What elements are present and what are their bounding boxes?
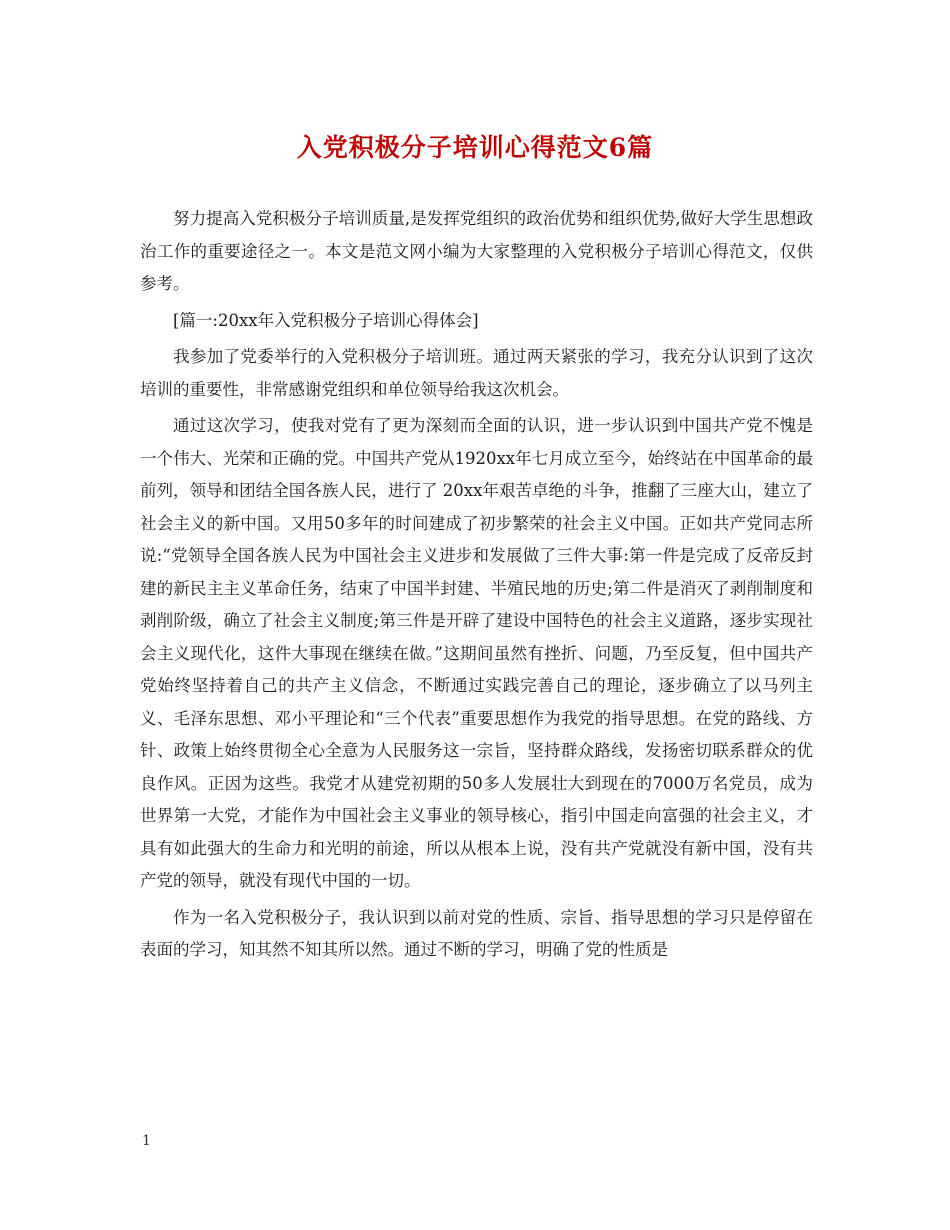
paragraph-1: 我参加了党委举行的入党积极分子培训班。通过两天紧张的学习，我充分认识到了这次培训的重要性，非常感谢党组织和单位领导给我这次机会。 (140, 347, 813, 399)
paragraph-2: 通过这次学习，使我对党有了更为深刻而全面的认识，进一步认识到中国共产党不愧是一个伟大、光荣和正确的党。中国共产党从1920xx年七月成立至今，始终站在中国革命的最前列，领导和团结全国各族人民，进行了 20xx年艰苦卓绝的斗争，推翻了三座大山，建立了社会主义的新中国。又用50多年的时间建成了初步繁荣的社会主义中国。正如共产党同志所说:“党领导全国各族人民为中国社会主义进步和发展做了三件大事:第一件是完成了反帝反封建的新民主主义革命任务，结束了中国半封建、半殖民地的历史;第二件是消灭了剥削制度和剥削阶级，确立了社会主义制度;第三件是开辟了建设中国特色的社会主义道路，逐步实现社会主义现代化，这件大事现在继续在做。”这期间虽然有挫折、问题，乃至反复，但中国共产党始终坚持着自己的共产主义信念，不断通过实践完善自己的理论，逐步确立了以马列主义、毛泽东思想、邓小平理论和“三个代表”重要思想作为我党的指导思想。在党的路线、方针、政策上始终贯彻全心全意为人民服务这一宗旨，坚持群众路线，发扬密切联系群众的优良作风。正因为这些。我党才从建党初期的50多人发展壮大到现在的7000万名党员，成为世界第一大党，才能作为中国社会主义事业的领导核心，指引中国走向富强的社会主义，才具有如此强大的生命力和光明的前途，所以从根本上说，没有共产党就没有新中国，没有共产党的领导，就没有现代中国的一切。 (140, 416, 813, 890)
paragraph-3: 作为一名入党积极分子，我认识到以前对党的性质、宗旨、指导思想的学习只是停留在表面的学习，知其然不知其所以然。通过不断的学习，明确了党的性质是 (140, 907, 813, 959)
document-title: 入党积极分子培训心得范文6篇 (296, 133, 654, 162)
document-body (140, 203, 813, 971)
page-number: 1 (142, 1133, 151, 1149)
paragraph-intro: 努力提高入党积极分子培训质量,是发挥党组织的政治优势和组织优势,做好大学生思想政治工作的重要途径之一。本文是范文网小编为大家整理的入党积极分子培训心得范文，仅供参考。 (140, 209, 813, 293)
paragraph-section-heading: [篇一:20xx年入党积极分子培训心得体会] (173, 310, 479, 330)
